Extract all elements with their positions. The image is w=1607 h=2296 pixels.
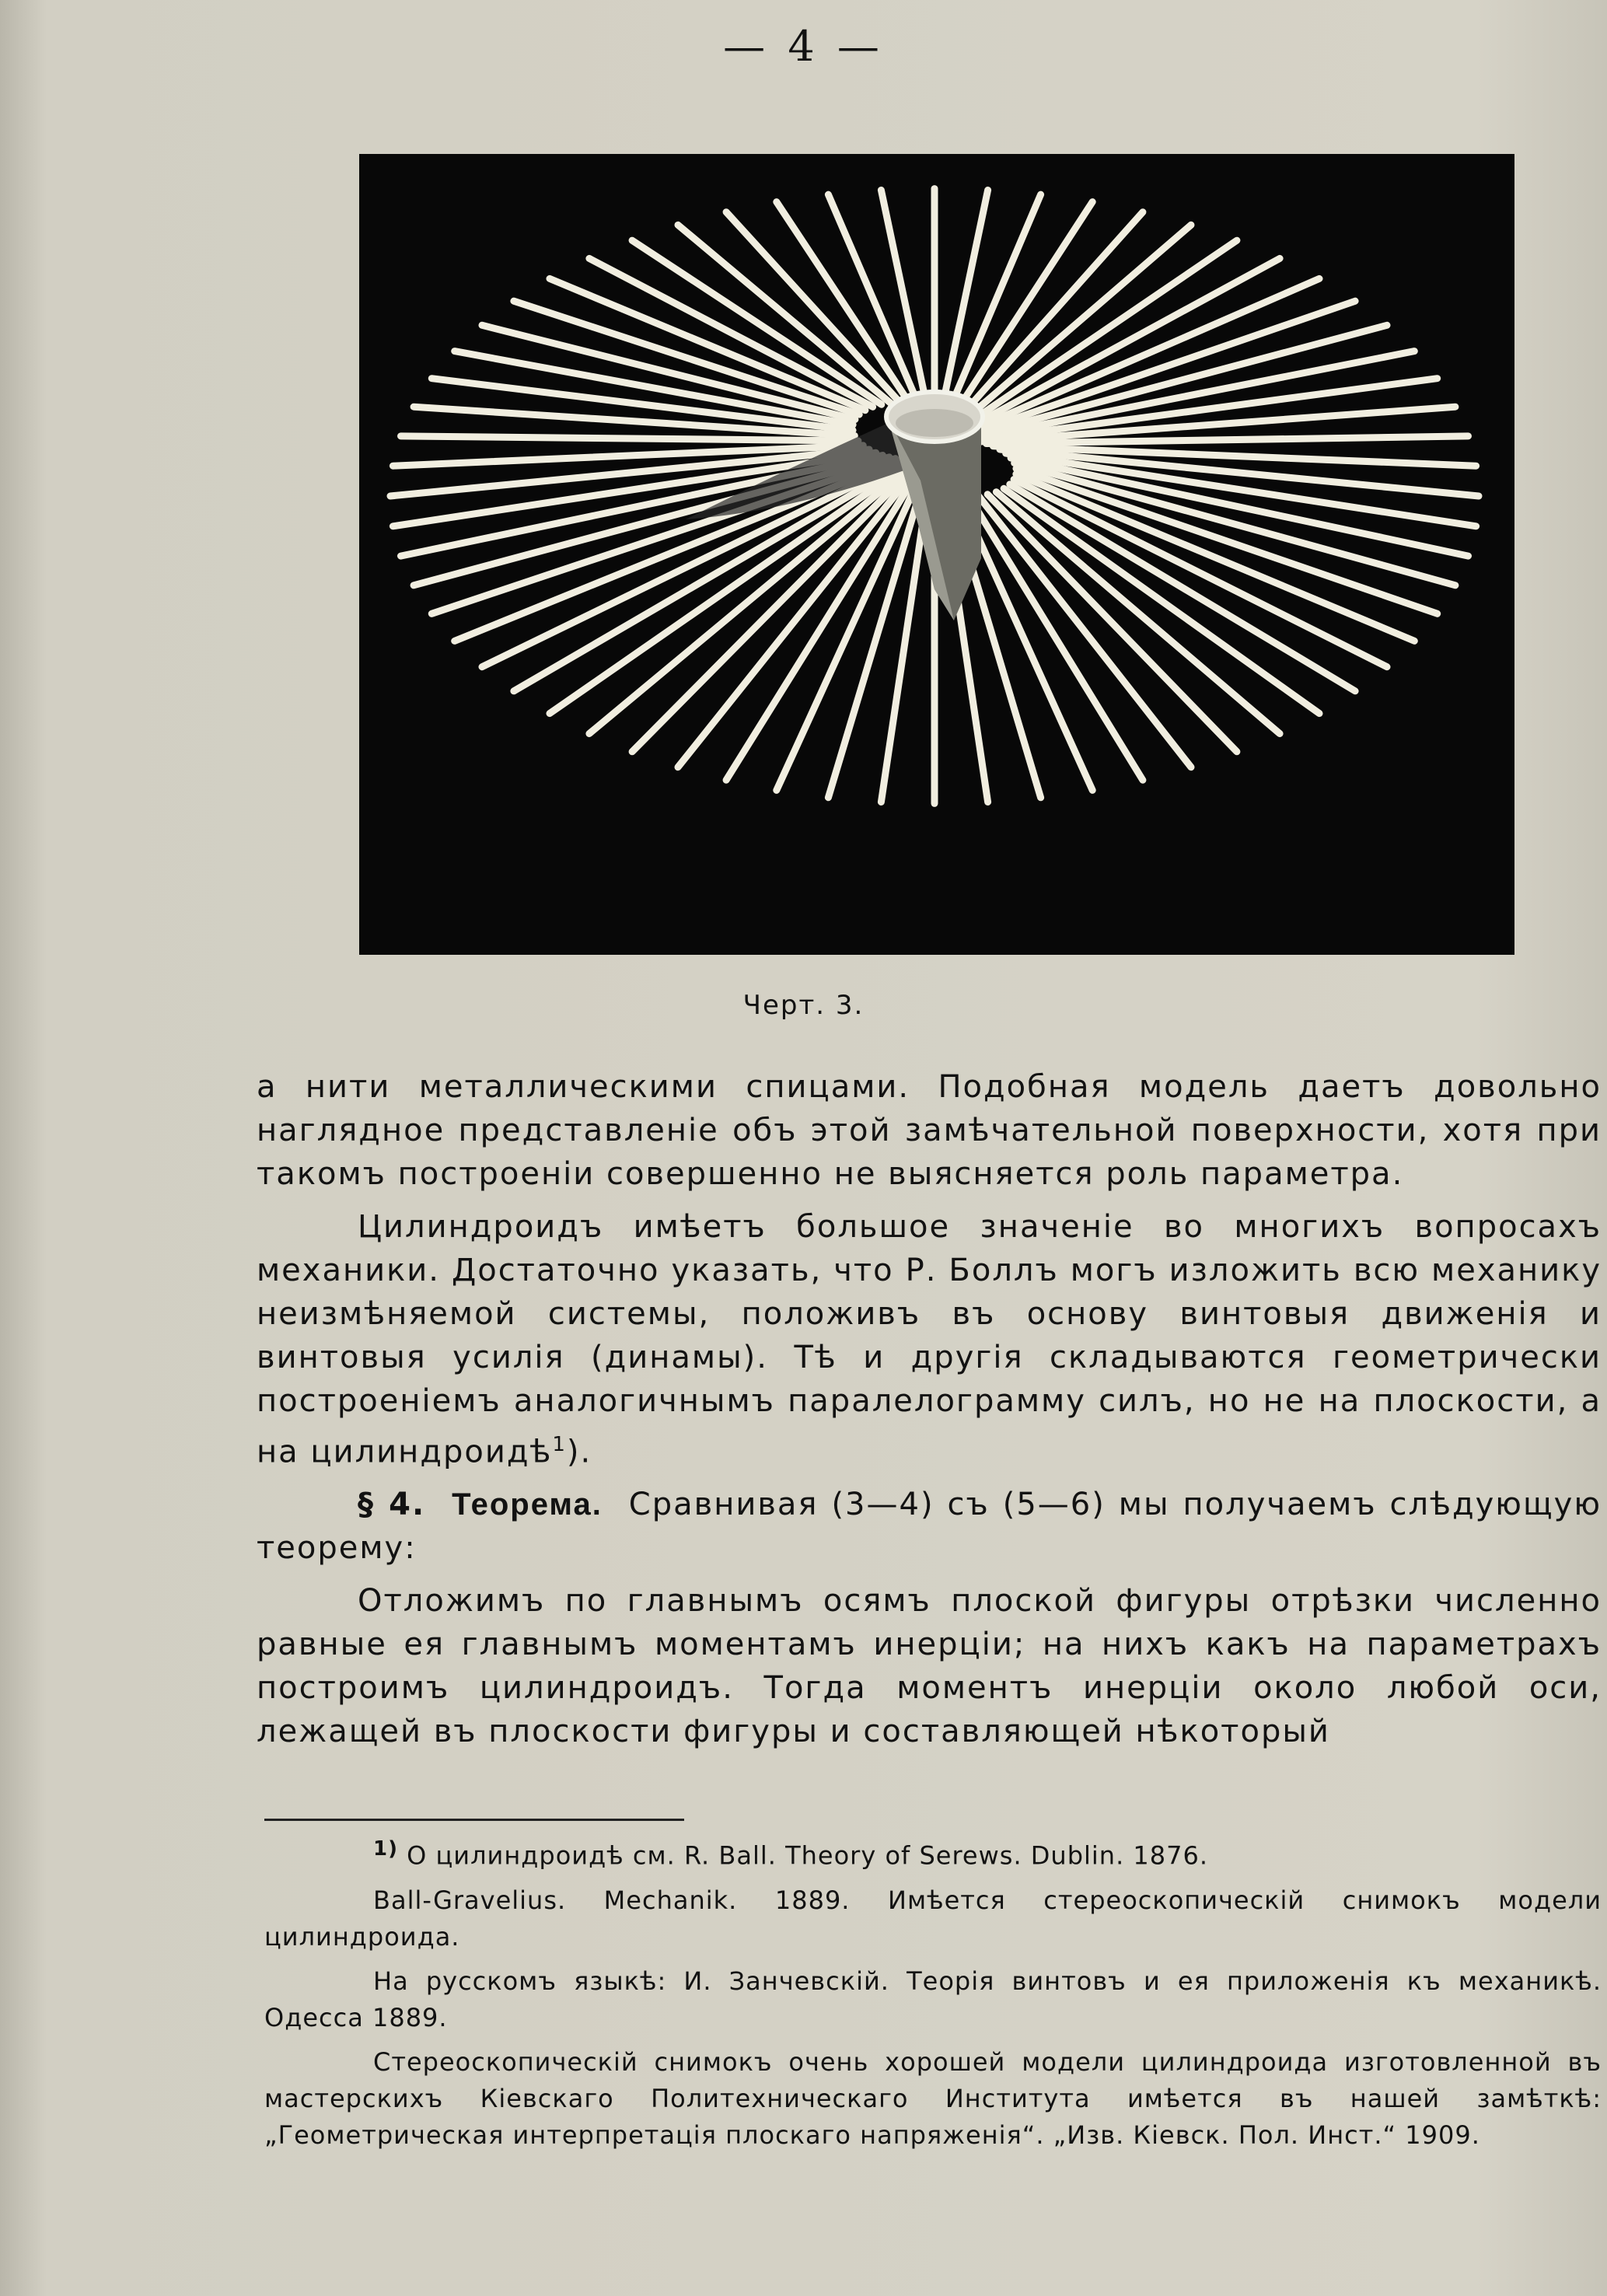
section-title: Теорема. <box>452 1487 603 1522</box>
section-number: § 4. <box>358 1487 426 1523</box>
footnote-4: Стереоскопическій снимокъ очень хорошей модели цилиндроида изготовленной въ мастерскихъ Кіевскаго Политехническаго Института имѣется въ нашей замѣткѣ: „Геометрическая интерпретація плоскаго напряженія“. „Изв. Кіевск. Пол. Инст.“ 1909. <box>264 2046 1602 2150</box>
paragraph-2-text: Цилиндроидъ имѣетъ большое значеніе во многихъ вопросахъ механики. Достаточно указать, что Р. Боллъ могъ изложить всю механику неизмѣняемой системы, положивъ въ основу винтовыя движенія и винтовыя усилія (динамы). Тѣ и другія складываются геометрически построеніемъ аналогичнымъ паралелограмму силъ, но не на плоскости, а на цилиндроидѣ <box>257 1209 1602 1470</box>
paragraph-2 <box>257 1205 1602 1473</box>
paragraph-2-end: ). <box>566 1434 592 1470</box>
footnote-3: На русскомъ языкѣ: И. Занчевскій. Теорія винтовъ и ея приложенія къ механикѣ. Одесса 1889. <box>264 1966 1602 2032</box>
figure-caption: Черт. 3. <box>742 990 865 1021</box>
footnote-reference: 1 <box>552 1433 567 1456</box>
section-intro-text: Сравнивая (3—4) съ (5—6) мы получаемъ слѣдующую теорему: <box>257 1487 1602 1567</box>
cylindroid-figure <box>359 154 1514 955</box>
cylindroid-illustration <box>359 154 1514 955</box>
rod <box>401 436 858 441</box>
footnote-1-text: О цилиндроидѣ см. R. Ball. Theory of Serews. Dublin. 1876. <box>407 1840 1209 1871</box>
section-heading-paragraph <box>257 1483 1602 1570</box>
body-text <box>257 1065 1602 1763</box>
theorem-paragraph: Отложимъ по главнымъ осямъ плоской фигуры отрѣзки численно равные ея главнымъ моментамъ инерціи; на нихъ какъ на параметрахъ построимъ цилиндроидъ. Тогда моментъ инерціи около любой оси, лежащей въ плоскости фигуры и составляющей нѣкоторый <box>257 1583 1602 1750</box>
footnote-mark: 1) <box>373 1837 398 1861</box>
page-number: — 4 — <box>723 22 884 71</box>
footnote-2: Ball-Gravelius. Mechanik. 1889. Имѣется стереоскопическій снимокъ модели цилиндроида. <box>264 1885 1602 1952</box>
paragraph-1: а нити металлическими спицами. Подобная модель даетъ довольно наглядное представленіе объ этой замѣчательной поверхности, хотя при такомъ построеніи совершенно не выясняется роль параметра. <box>257 1069 1602 1192</box>
footnote-separator <box>264 1819 684 1821</box>
footnotes <box>264 1831 1602 2161</box>
footnote-1 <box>264 1831 1602 1875</box>
